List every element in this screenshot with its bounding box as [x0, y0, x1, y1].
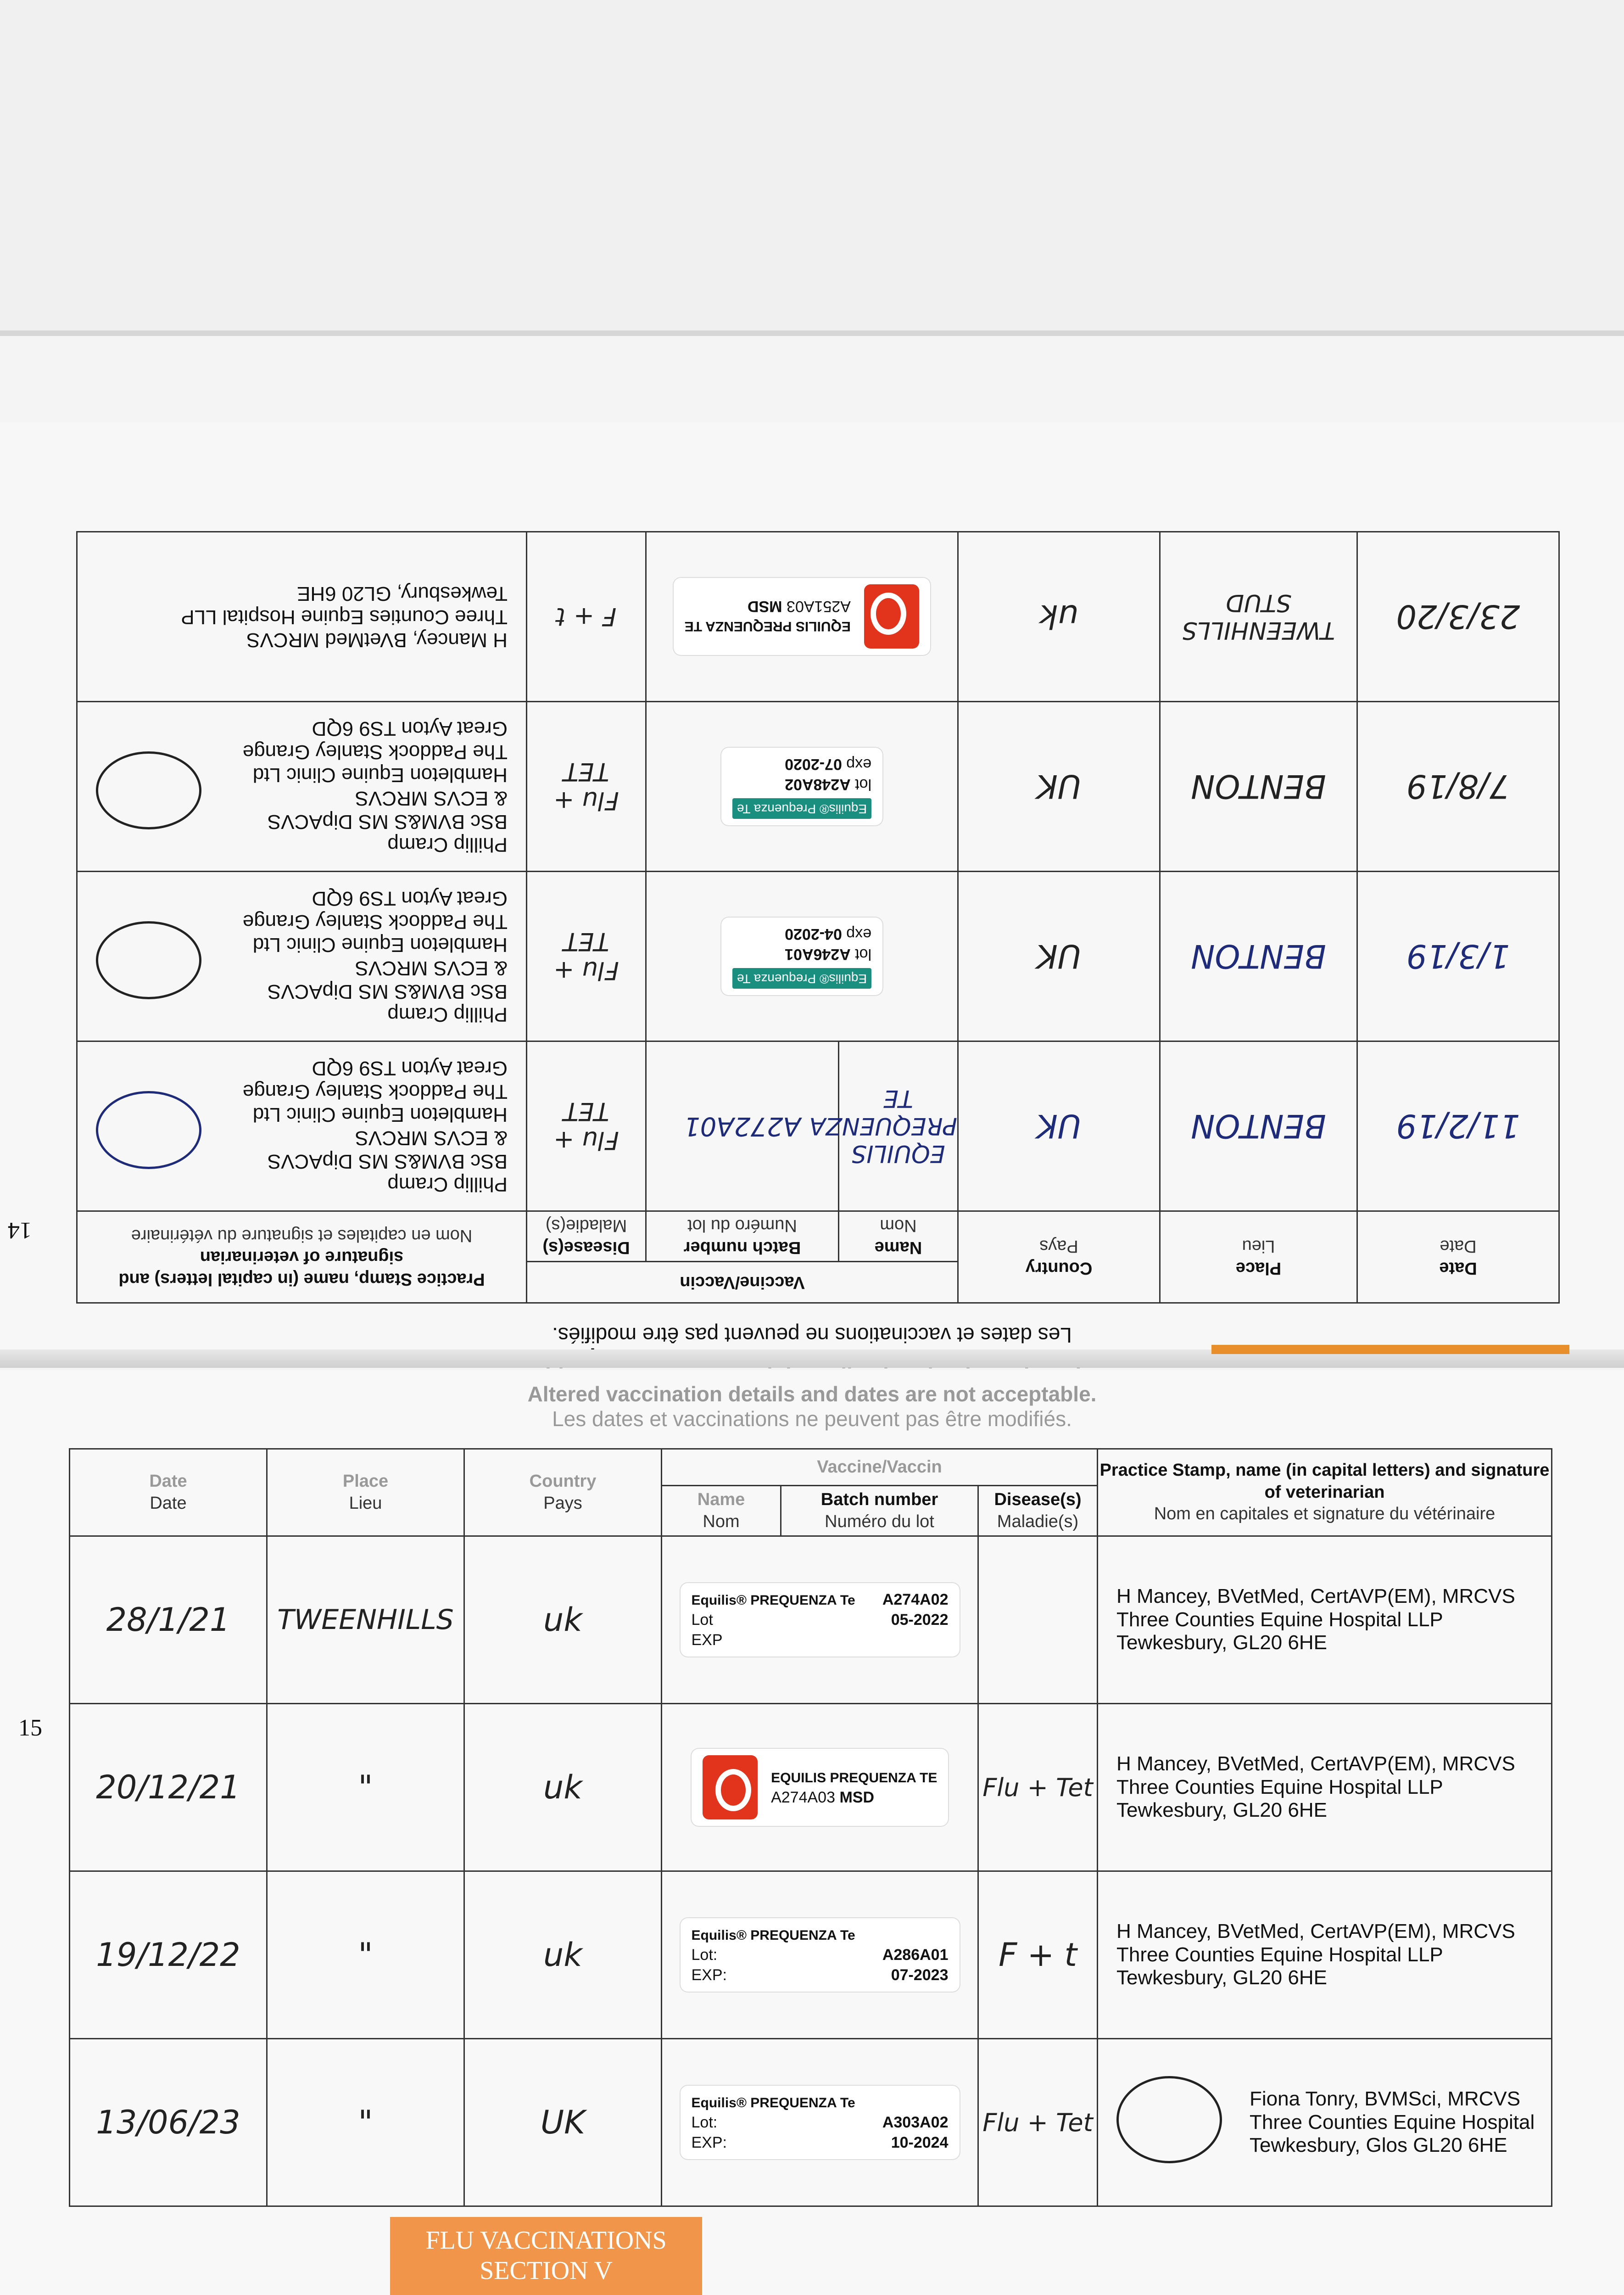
page-number: 14 — [8, 1217, 32, 1243]
header-batch: Batch number Numéro du lot — [781, 1486, 978, 1536]
table-row — [70, 1704, 1552, 1871]
place-value: " — [358, 1936, 373, 1974]
country-value: UK — [1036, 937, 1082, 975]
country-value: UK — [1036, 767, 1082, 806]
vaccine-sticker: EQUILIS PREQUENZA TE A274A03 MSD — [692, 1749, 949, 1826]
table-row — [77, 1041, 1559, 1211]
header-place: Place Lieu — [267, 1449, 464, 1536]
orange-tab — [1211, 1345, 1569, 1354]
practice-stamp: H Mancey, BVetMed MRCVS Three Counties Equine Hospital LLP Tewkesbury, GL20 6HE — [181, 582, 508, 652]
date-value: 28/1/21 — [106, 1601, 230, 1639]
scanner-edge — [0, 330, 1624, 336]
disease-value: F + t — [556, 602, 617, 631]
country-value: uk — [543, 1769, 582, 1806]
date-value: 7/8/19 — [1406, 767, 1510, 806]
practice-stamp: Fiona Tonry, BVMSci, MRCVS Three Counties Equine Hospital Tewkesbury, Glos GL20 6HE — [1250, 2088, 1535, 2157]
disease-value: Flu + Tet — [982, 2108, 1093, 2137]
vaccine-sticker: Equilis® Prequenza Te lot A246A01 exp 04-2020 — [721, 918, 882, 995]
place-value: " — [358, 2104, 373, 2141]
page-number: 15 — [18, 1715, 42, 1741]
practice-stamp: Phillip Cramp BSc BVM&S MS DipACVS & ECVS MRCVS Hambleton Equine Clinic Ltd The Paddock Stanley Grange Great Ayton TS9 6QD — [242, 887, 508, 1026]
country-value: uk — [543, 1936, 582, 1974]
date-value: 11/2/19 — [1396, 1107, 1520, 1145]
place-value: " — [358, 1769, 373, 1806]
vaccine-name-value: EQUILIS PREQUENZA TE — [809, 1085, 957, 1168]
header-place: Place Lieu — [1160, 1211, 1357, 1303]
vaccine-sticker: EQUILIS PREQUENZA TE A251A03 MSD — [674, 578, 931, 655]
vaccination-table-p15 — [69, 1448, 1552, 2207]
header-vaccine: Vaccine/Vaccin — [662, 1449, 1098, 1486]
header-date: Date Date — [70, 1449, 267, 1536]
table-row — [70, 1871, 1552, 2039]
section-title-line2: SECTION V — [480, 2256, 613, 2285]
date-value: 13/06/23 — [96, 2104, 240, 2141]
header-disease: Disease(s) Maladie(s) — [978, 1486, 1098, 1536]
disease-value: Flu + TET — [553, 1097, 619, 1155]
table-row — [77, 872, 1559, 1041]
signature — [96, 1091, 201, 1169]
scanner-background — [0, 0, 1624, 330]
header-batch: Batch number Numéro du lot — [646, 1211, 839, 1262]
vaccine-sticker: Equilis® PREQUENZA Te Lot: A286A01 EXP: 07-2023 — [681, 1918, 960, 1992]
table-row — [70, 1536, 1552, 1704]
date-value: 19/12/22 — [96, 1936, 240, 1974]
place-value: TWEENHILLS — [277, 1604, 454, 1636]
place-value: BENTON — [1191, 937, 1326, 975]
header-name: Name Nom — [839, 1211, 958, 1262]
place-value: BENTON — [1191, 1107, 1326, 1145]
date-value: 23/3/20 — [1396, 598, 1520, 636]
practice-stamp: Phillip Cramp BSc BVM&S MS DipACVS & ECVS MRCVS Hambleton Equine Clinic Ltd The Paddock Stanley Grange Great Ayton TS9 6QD — [242, 1057, 508, 1196]
place-value: TWEENHILLS STUD — [1182, 589, 1335, 644]
date-value: 20/12/21 — [96, 1769, 240, 1806]
msd-q-logo-icon — [864, 585, 919, 649]
page-14 — [0, 422, 1624, 1368]
signature — [96, 921, 201, 999]
notice-fr: Les dates et vaccinations ne peuvent pas être modifiés. — [552, 1407, 1072, 1431]
signature — [96, 751, 201, 829]
header-stamp: Practice Stamp, name (in capital letters) and signature of veterinarian Nom en capitales et signature du vétérinaire — [1098, 1449, 1552, 1536]
table-row — [77, 532, 1559, 702]
disease-value: F + t — [999, 1936, 1077, 1974]
country-value: UK — [540, 2104, 586, 2141]
signature — [1116, 2076, 1222, 2163]
practice-stamp: H Mancey, BVetMed, CertAVP(EM), MRCVS Three Counties Equine Hospital LLP Tewkesbury, GL20 6HE — [1116, 1752, 1515, 1822]
place-value: BENTON — [1191, 767, 1326, 806]
country-value: uk — [543, 1601, 582, 1639]
header-vaccine: Vaccine/Vaccin — [527, 1262, 958, 1303]
header-name: Name Nom — [662, 1486, 781, 1536]
msd-q-logo-icon — [703, 1755, 758, 1819]
practice-stamp: H Mancey, BVetMed, CertAVP(EM), MRCVS Three Counties Equine Hospital LLP Tewkesbury, GL20 6HE — [1116, 1920, 1515, 1989]
disease-value: Flu + Tet — [982, 1773, 1093, 1802]
country-value: UK — [1036, 1107, 1082, 1145]
vaccine-sticker: Equilis® PREQUENZA Te A274A02 Lot 05-2022 EXP — [681, 1583, 960, 1657]
country-value: uk — [1039, 598, 1078, 636]
notice — [0, 1382, 1624, 1431]
practice-stamp: Phillip Cramp BSc BVM&S MS DipACVS & ECVS MRCVS Hambleton Equine Clinic Ltd The Paddock Stanley Grange Great Ayton TS9 6QD — [242, 717, 508, 856]
date-value: 1/3/19 — [1406, 937, 1510, 975]
header-country: Country Pays — [464, 1449, 662, 1536]
vaccine-sticker: Equilis® PREQUENZA Te Lot: A303A02 EXP: 10-2024 — [681, 2086, 960, 2160]
page-14-upright — [0, 422, 1624, 1368]
vaccination-table-p14 — [76, 531, 1560, 1304]
header-stamp: Practice Stamp, name (in capital letters) and signature of veterinarian Nom en capitales et signature du vétérinaire — [77, 1211, 527, 1303]
notice-fr: Les dates et vaccinations ne peuvent pas être modifiés. — [552, 1323, 1072, 1347]
disease-value: Flu + TET — [553, 927, 619, 985]
header-disease: Disease(s) Maladie(s) — [527, 1211, 646, 1262]
header-date: Date Date — [1357, 1211, 1559, 1303]
section-title — [390, 2217, 702, 2295]
disease-value: Flu + TET — [553, 757, 619, 816]
vaccine-sticker: Equilis® Prequenza Te lot A248A02 exp 07-2020 — [721, 748, 882, 825]
practice-stamp: H Mancey, BVetMed, CertAVP(EM), MRCVS Three Counties Equine Hospital LLP Tewkesbury, GL20 6HE — [1116, 1585, 1515, 1654]
notice-en: Altered vaccination details and dates are not acceptable. — [527, 1382, 1097, 1406]
table-row — [77, 702, 1559, 872]
section-title-line1: FLU VACCINATIONS — [425, 2226, 667, 2255]
batch-value: A272A01 — [684, 1111, 801, 1141]
header-country: Country Pays — [958, 1211, 1160, 1303]
table-row — [70, 2039, 1552, 2206]
